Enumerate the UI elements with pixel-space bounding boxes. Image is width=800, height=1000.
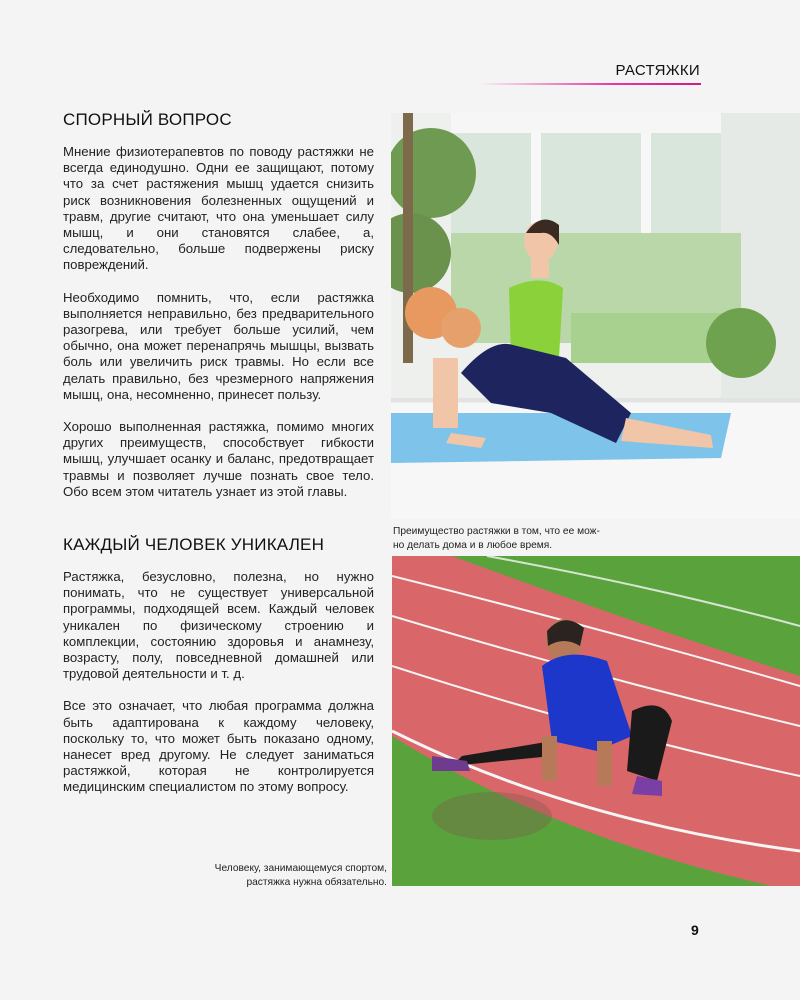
header-accent-rule bbox=[478, 83, 701, 85]
header-section-label: РАСТЯЖКИ bbox=[615, 62, 700, 79]
yoga-photo bbox=[391, 113, 800, 519]
caption-line: но делать дома и в любое время. bbox=[393, 539, 553, 551]
caption-line: Преимущество растяжки в том, что ее мож- bbox=[393, 526, 600, 537]
paragraph: Растяжка, безусловно, полезна, но нужно понимать, что не существует универсальной программы, подходящей всем. Каждый человек уникален по физическому строению и комплекции, состоянию здоровья и анамнезу, возрасту, полу, повседневной домашней или трудовой деятельности и т. д. bbox=[63, 569, 374, 682]
track-caption bbox=[170, 862, 387, 889]
caption-line: растяжка нужна обязательно. bbox=[246, 876, 387, 888]
section-controversial bbox=[63, 110, 374, 500]
section-heading: СПОРНЫЙ ВОПРОС bbox=[63, 110, 232, 129]
paragraph: Необходимо помнить, что, если растяжка выполняется неправильно, без предварительного разогрева, или требует больше усилий, чем обычно, она может перенапрячь мышцы, вызвать боль или увеличить риск травмы. Но если все делать правильно, без чрезмерного напряжения мышц, она, несомненно, принесет пользу. bbox=[63, 289, 374, 402]
paragraph: Мнение физиотерапевтов по поводу растяжки не всегда единодушно. Одни ее защищают, потому что за счет растяжения мышц удается снизить риск возникновения болезненных ощущений и травм, другие считают, что она уменьшает силу мышц, и они становятся слабее, а, следовательно, больше подвержены риску повреждений. bbox=[63, 144, 374, 273]
track-photo bbox=[392, 556, 800, 886]
section-heading: КАЖДЫЙ ЧЕЛОВЕК УНИКАЛЕН bbox=[63, 535, 325, 554]
yoga-caption bbox=[393, 525, 653, 552]
caption-line: Человеку, занимающемуся спортом, bbox=[214, 863, 387, 874]
paragraph: Все это означает, что любая программа должна быть адаптирована к каждому человеку, поскольку то, что может быть показано одному, нанесет вред другому. Не следует заниматься растяжкой, которая не контролируется медицинским специалистом по этому вопросу. bbox=[63, 698, 374, 795]
page-number: 9 bbox=[691, 922, 699, 938]
paragraph: Хорошо выполненная растяжка, помимо многих других преимуществ, способствует гибкости мышц, улучшает осанку и баланс, предотвращает травмы и позволяет лучше познать свое тело. Обо всем этом читатель узнает из этой главы. bbox=[63, 419, 374, 499]
section-unique bbox=[63, 535, 374, 796]
